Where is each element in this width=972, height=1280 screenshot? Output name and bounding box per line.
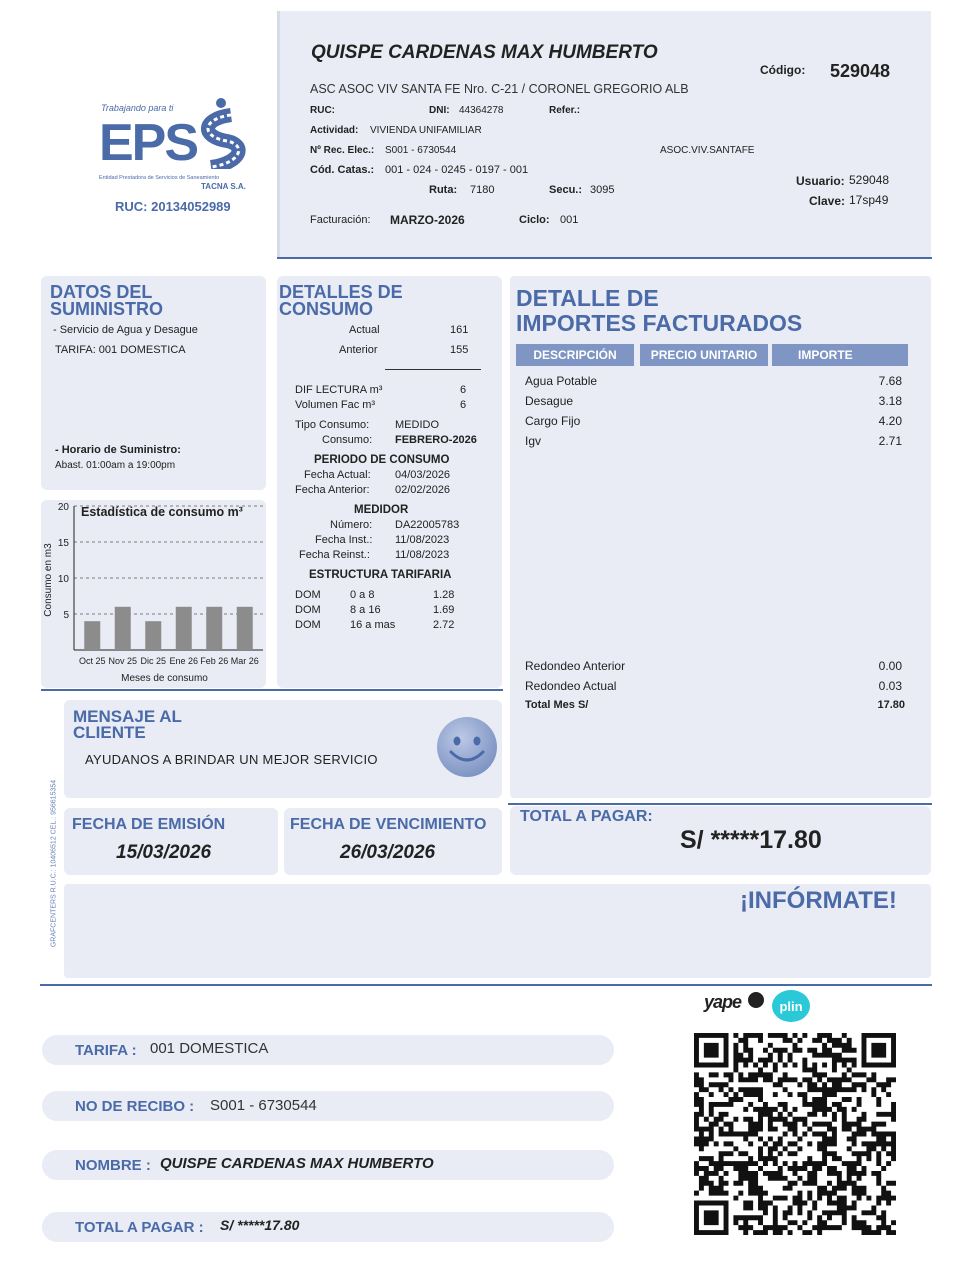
numero-label: Número: [330,519,373,531]
actividad-label: Actividad: [310,125,359,136]
horario-label: - Horario de Suministro: [55,444,181,456]
medidor-title: MEDIDOR [354,504,409,516]
chart-y-axis-label: Consumo en m3 [43,543,54,617]
stub-nombre-label: NOMBRE : [75,1157,151,1174]
sum-divider [385,369,481,370]
emision-label: FECHA DE EMISIÓN [72,816,226,833]
item-desc: Cargo Fijo [525,414,581,428]
redondeo-act-label: Redondeo Actual [525,679,617,693]
chart-xtick-label: Oct 25 [78,656,106,666]
anterior-label: Anterior [339,344,378,356]
ruc-label: RUC: [310,105,335,116]
col-header-importe: IMPORTE [772,344,908,366]
yape-badge-icon [748,992,764,1008]
ruta-value: 7180 [470,184,495,196]
cons-value: FEBRERO-2026 [395,434,477,446]
qr-modules [694,1033,896,1235]
freinst-label: Fecha Reinst.: [299,549,370,561]
mensaje-divider [41,689,503,691]
importes-title-1: DETALLE DE [516,285,659,311]
tipo-label: Tipo Consumo: [295,419,370,431]
chart-bar [206,607,222,650]
redondeo-ant-label: Redondeo Anterior [525,659,626,673]
fecha-anterior-label: Fecha Anterior: [295,484,370,496]
tarifa-row-precio: 1.69 [433,604,455,616]
customer-name: QUISPE CARDENAS MAX HUMBERTO [311,42,658,63]
importes-title-2: IMPORTES FACTURADOS [516,310,803,336]
logo-letters: EPS [99,114,198,172]
actividad-value: VIVIENDA UNIFAMILIAR [370,125,482,136]
tarifa-row-cat: DOM [295,589,321,601]
item-desc: Desague [525,394,574,408]
item-desc: Agua Potable [525,374,598,388]
chart-ytick-label: 5 [63,610,69,621]
tarifa-row-cat: DOM [295,619,321,631]
periodo-title: PERIODO DE CONSUMO [314,454,450,466]
chart-xtick-label: Feb 26 [200,656,229,666]
chart-xtick-label: Ene 26 [169,656,199,666]
yape-logo[interactable] [704,992,764,1018]
item-importe: 4.20 [878,414,902,428]
clave-label: Clave: [809,194,846,208]
logo-city: TACNA S.A. [201,182,246,191]
chart-bar [115,607,131,650]
total-mes-label: Total Mes S/ [525,699,589,711]
mensaje-text: AYUDANOS A BRINDAR UN MEJOR SERVICIO [85,752,378,767]
suministro-title-2: SUMINISTRO [50,299,164,319]
smiley-icon [436,716,498,778]
fecha-actual-label: Fecha Actual: [304,469,371,481]
yape-label: yape [704,992,742,1012]
redondeo-ant-value: 0.00 [878,659,902,673]
actual-label: Actual [349,324,380,336]
stub-total-value: S/ *****17.80 [220,1217,300,1233]
redondeo-act-value: 0.03 [878,679,902,693]
emision-date: 15/03/2026 [116,842,212,863]
fact-label: Facturación: [310,214,371,226]
anterior-value: 155 [450,344,469,356]
chart-xtick-label: Dic 25 [140,656,167,666]
item-importe: 2.71 [878,434,902,448]
usuario-label: Usuario: [796,174,845,188]
stub-tarifa-value: 001 DOMESTICA [150,1040,269,1057]
actual-value: 161 [450,324,469,336]
dif-label: DIF LECTURA m³ [295,384,383,396]
logo-subtitle: Entidad Prestadora de Servicios de Saneamiento [99,175,220,181]
qr-code[interactable] [694,1033,896,1235]
vol-label: Volumen Fac m³ [295,399,376,411]
vencimiento-date: 26/03/2026 [340,842,436,863]
chart-xtick-label: Nov 25 [108,656,138,666]
vol-value: 6 [460,399,467,411]
col-header-descripcion: DESCRIPCIÓN [516,344,634,366]
refer-label: Refer.: [549,105,581,116]
stub-tarifa-label: TARIFA : [75,1042,137,1059]
consumo-title-2: CONSUMO [279,299,373,319]
usuario-value: 529048 [849,173,890,187]
tarifa-row-rango: 16 a mas [350,619,396,631]
header-underline [277,257,932,259]
tarifa-row-rango: 8 a 16 [350,604,381,616]
ciclo-value: 001 [560,214,579,226]
codigo-value: 529048 [830,61,891,81]
road-icon [191,97,255,169]
mensaje-title-1: MENSAJE AL [73,707,182,726]
zona-value: ASOC.VIV.SANTAFE [660,145,755,156]
chart-bar [176,607,192,650]
item-importe: 3.18 [878,394,902,408]
side-print: GRAFCENTERS R.U.C.: 10406512 CEL.: 956615354 [50,779,58,948]
horario-value: Abast. 01:00am a 19:00pm [55,460,176,471]
consumo-title-1: DETALLES DE [279,282,403,302]
vencimiento-label: FECHA DE VENCIMIENTO [290,816,487,833]
address: ASC ASOC VIV SANTA FE Nro. C-21 / CORONEL GREGORIO ALB [310,82,689,96]
chart-bar [145,621,161,650]
chart-x-axis-label: Meses de consumo [121,673,208,684]
chart-ytick-label: 20 [57,502,69,513]
logo-tagline: Trabajando para ti [101,103,174,113]
fecha-anterior-value: 02/02/2026 [395,484,451,496]
consumption-chart [41,498,266,688]
tarifa-row-precio: 2.72 [433,619,455,631]
catas-label: Cód. Catas.: [310,164,375,176]
company-logo [95,95,255,215]
tarifa-row-cat: DOM [295,604,321,616]
catas-value: 001 - 024 - 0245 - 0197 - 001 [385,164,529,176]
stub-recibo-value: S001 - 6730544 [210,1097,317,1114]
item-importe: 7.68 [878,374,902,388]
finst-value: 11/08/2023 [395,534,450,546]
cons-label: Consumo: [322,434,373,446]
ciclo-label: Ciclo: [519,214,550,226]
stub-total-label: TOTAL A PAGAR : [75,1219,204,1236]
chart-xtick-label: Mar 26 [230,656,259,666]
secu-value: 3095 [590,184,615,196]
stub-nombre-value: QUISPE CARDENAS MAX HUMBERTO [160,1155,434,1172]
rec-label: Nº Rec. Elec.: [310,145,375,156]
logo-ruc: RUC: 20134052989 [115,199,231,214]
dni-label: DNI: [429,105,450,116]
chart-bar [237,607,253,650]
tarifa-row-rango: 0 a 8 [350,589,375,601]
codigo-label: Código: [760,63,806,77]
fecha-actual-value: 04/03/2026 [395,469,451,481]
informate-title: ¡INFÓRMATE! [740,887,897,914]
fact-value: MARZO-2026 [390,213,465,227]
chart-ytick-label: 10 [57,574,69,585]
plin-logo[interactable] [772,990,810,1022]
mensaje-title-2: CLIENTE [73,723,146,742]
servicio-text: - Servicio de Agua y Desague [53,324,198,336]
dni-value: 44364278 [459,105,504,116]
total-divider [508,803,932,805]
col-header-precio: PRECIO UNITARIO [640,344,768,366]
chart-bar [84,621,100,650]
stub-divider [40,984,932,986]
suministro-title-1: DATOS DEL [50,282,153,302]
item-desc: Igv [525,434,542,448]
tarifa-text: TARIFA: 001 DOMESTICA [55,344,186,356]
finst-label: Fecha Inst.: [315,534,373,546]
dif-value: 6 [460,384,467,396]
secu-label: Secu.: [549,184,583,196]
tipo-value: MEDIDO [395,419,439,431]
ruta-label: Ruta: [429,184,458,196]
tarifa-row-precio: 1.28 [433,589,455,601]
chart-ytick-label: 15 [57,538,69,549]
estructura-title: ESTRUCTURA TARIFARIA [309,569,452,581]
freinst-value: 11/08/2023 [395,549,450,561]
rec-value: S001 - 6730544 [385,145,457,156]
plin-label: plin [779,998,803,1014]
total-label: TOTAL A PAGAR: [520,808,653,825]
total-amount: S/ *****17.80 [680,826,822,854]
stub-recibo-label: NO DE RECIBO : [75,1098,195,1115]
total-mes-value: 17.80 [877,699,905,711]
clave-value: 17sp49 [849,193,889,207]
chart-title: Estadística de consumo m³ [81,505,243,519]
numero-value: DA22005783 [395,519,460,531]
